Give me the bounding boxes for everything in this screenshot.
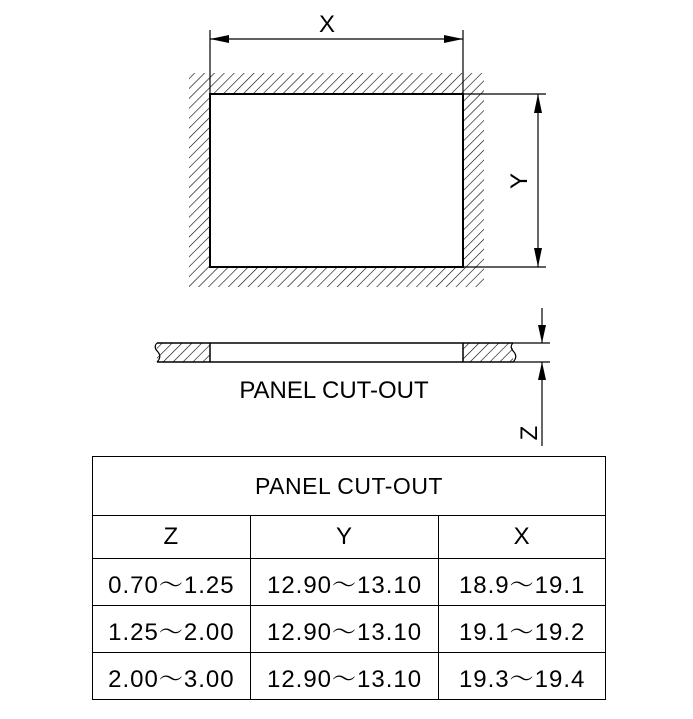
dim-y-label: Y <box>506 172 533 190</box>
table-title-row <box>93 457 606 516</box>
cutout-dimension-table <box>92 456 606 700</box>
dimension-z <box>513 308 550 446</box>
dim-x-label: X <box>318 11 336 38</box>
panel-section-right <box>463 343 513 362</box>
top-view <box>189 73 484 287</box>
dim-z-label: Z <box>516 425 543 441</box>
table-row <box>93 653 606 700</box>
panel-hatch-frame <box>189 73 484 287</box>
cell-z: 0.70～1.25 <box>93 559 251 606</box>
table-row <box>93 606 606 653</box>
cell-y: 12.90～13.10 <box>250 653 439 700</box>
cutout-opening <box>210 94 463 267</box>
cell-y: 12.90～13.10 <box>250 606 439 653</box>
table-title: PANEL CUT-OUT <box>93 457 606 516</box>
header-z: Z <box>93 516 251 559</box>
table-row <box>93 559 606 606</box>
cell-z: 1.25～2.00 <box>93 606 251 653</box>
panel-section-left <box>157 343 210 362</box>
cell-x: 18.9～19.1 <box>439 559 606 606</box>
side-view <box>155 343 516 362</box>
header-x: X <box>439 516 606 559</box>
table-header-row <box>93 516 606 559</box>
cell-y: 12.90～13.10 <box>250 559 439 606</box>
diagram-caption: PANEL CUT-OUT <box>239 377 429 404</box>
cell-x: 19.1～19.2 <box>439 606 606 653</box>
cell-x: 19.3～19.4 <box>439 653 606 700</box>
header-y: Y <box>250 516 439 559</box>
cell-z: 2.00～3.00 <box>93 653 251 700</box>
